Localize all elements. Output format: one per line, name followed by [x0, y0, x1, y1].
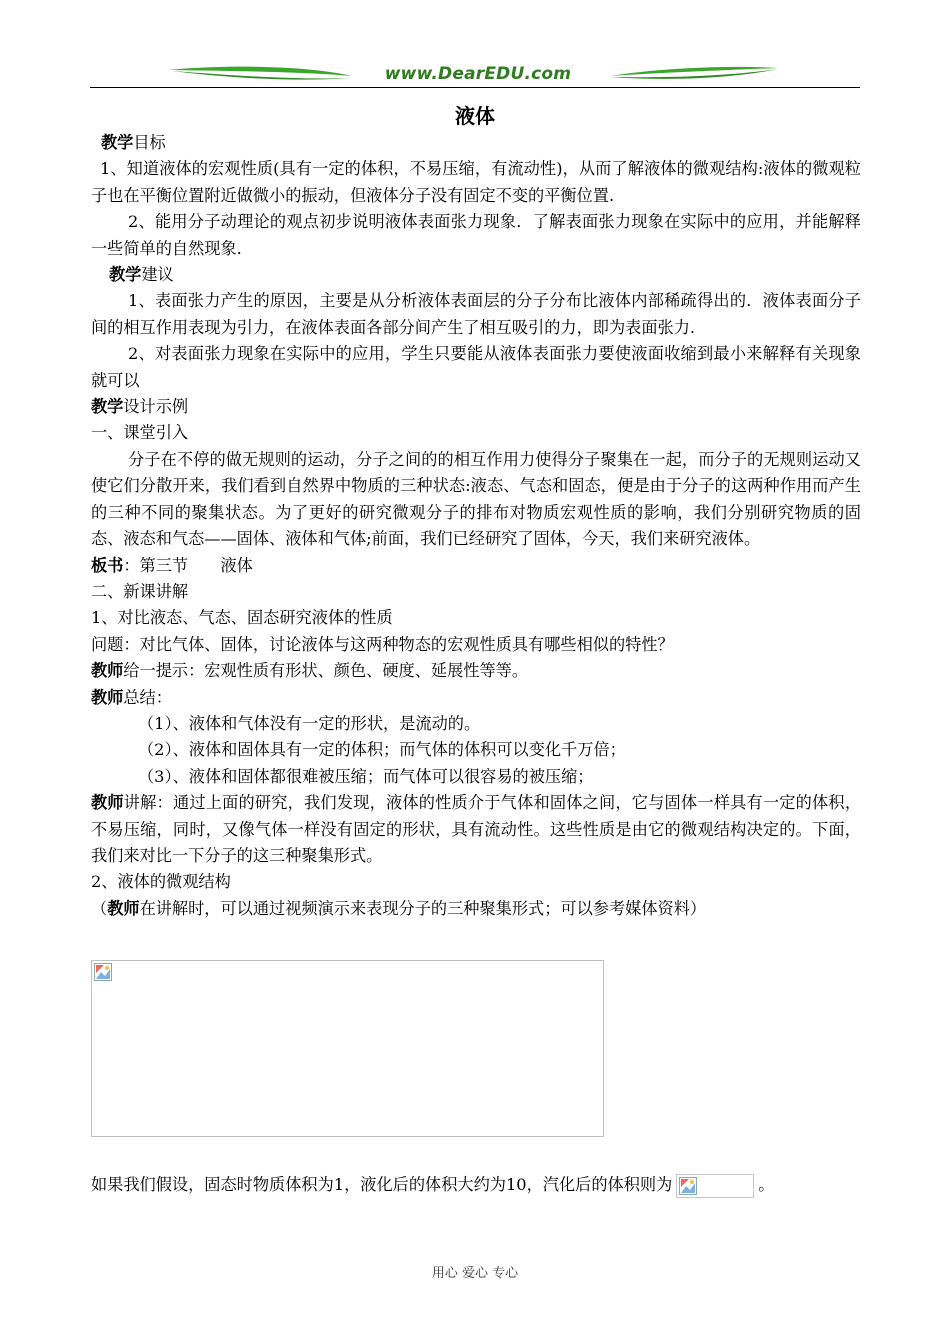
broken-image-icon [679, 1177, 697, 1195]
advice-2: 2、对表面张力现象在实际中的应用，学生只要能从液体表面张力要使液面收缩到最小来解释有关现象就可以 [91, 344, 861, 390]
question-line: 问题：对比气体、固体，讨论液体与这两种物态的宏观性质具有哪些相似的特性？ [91, 634, 674, 654]
part-1-heading: 一、课堂引入 [91, 423, 189, 443]
note-line: （教师在讲解时，可以通过视频演示来表现分子的三种聚集形式；可以参考媒体资料） [91, 898, 707, 918]
goal-1: 1、知道液体的宏观性质(具有一定的体积，不易压缩，有流动性)，从而了解液体的微观结构:液体的微观粒子也在平衡位置附近做微小的振动，但液体分子没有固定不变的平衡位置. [91, 159, 861, 205]
page-footer: 用心 爱心 专心 [431, 1266, 519, 1281]
page-header [90, 62, 860, 90]
inline-image-placeholder [676, 1174, 754, 1198]
goal-2: 2、能用分子动理论的观点初步说明液体表面张力现象．了解表面张力现象在实际中的应用，并能解释一些简单的自然现象. [91, 212, 861, 258]
design-heading: 教学设计示例 [91, 397, 189, 417]
intro-paragraph: 分子在不停的做无规则的运动，分子之间的的相互作用力使得分子聚集在一起，而分子的无规则运动又使它们分散开来，我们看到自然界中物质的三种状态:液态、气态和固态，便是由于分子的这两种作用而产生的三种不同的聚集状态。为了更好的研究微观分子的排布对物质宏观性质的影响，我们分别研究物质的固态、液态和气态——固体、液体和气体;前面，我们已经研究了固体，今天，我们来研究液体。 [91, 449, 861, 549]
hint-line: 教师给一提示：宏观性质有形状、颜色、硬度、延展性等等。 [91, 661, 529, 681]
broken-image-icon [94, 963, 112, 981]
site-logo-text: www.DearEDU.com [384, 64, 572, 84]
last-line: 如果我们假设，固态时物质体积为1，液化后的体积大约为10，汽化后的体积则为 。 [91, 1171, 774, 1198]
board-line: 板书：第三节 液体 [91, 555, 253, 575]
image-placeholder [91, 960, 604, 1137]
summary-item-3: （3）、液体和固体都很难被压缩；而气体可以很容易的被压缩； [138, 766, 594, 786]
header-rule [90, 87, 860, 88]
advice-heading: 教学建议 [109, 265, 174, 285]
document-body [91, 130, 861, 922]
part-2-heading: 二、新课讲解 [91, 581, 189, 601]
sub-1-heading: 1、对比液态、气态、固态研究液体的性质 [91, 608, 393, 628]
summary-item-1: （1）、液体和气体没有一定的形状，是流动的。 [138, 713, 481, 733]
explain-paragraph: 教师讲解：通过上面的研究，我们发现，液体的性质介于气体和固体之间，它与固体一样具有一定的体积，不易压缩，同时，又像气体一样没有固定的形状，具有流动性。这些性质是由它的微观结构决定的。下面，我们来对比一下分子的这三种聚集形式。 [91, 793, 862, 865]
page-title: 液体 [455, 104, 495, 128]
sub-2-heading: 2、液体的微观结构 [91, 872, 231, 892]
summary-item-2: （2）、液体和固体具有一定的体积；而气体的体积可以变化千万倍； [138, 740, 626, 760]
goal-heading: 教学目标 [101, 133, 166, 152]
summary-line: 教师总结： [91, 687, 172, 707]
advice-1: 1、表面张力产生的原因，主要是从分析液体表面层的分子分布比液体内部稀疏得出的．液体表面分子间的相互作用表现为引力，在液体表面各部分间产生了相互吸引的力，即为表面张力. [91, 291, 861, 337]
